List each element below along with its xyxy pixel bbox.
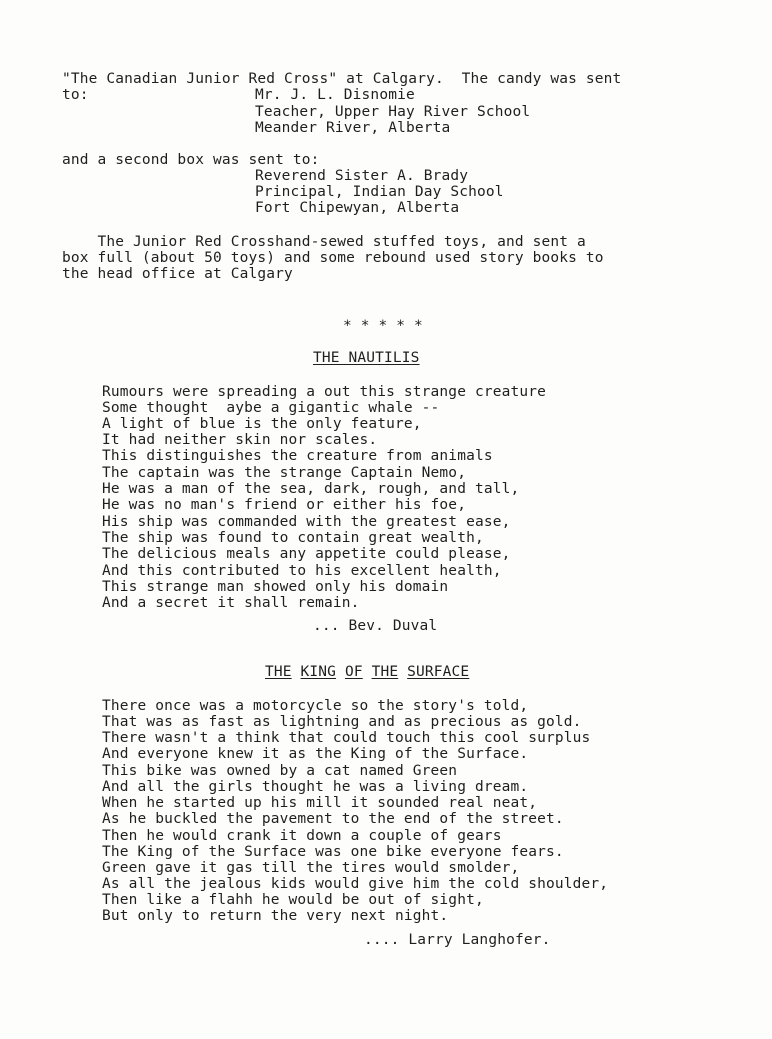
recipient-1-location: Meander River, Alberta bbox=[255, 120, 451, 136]
recipient-1-name: Mr. J. L. Disnomie bbox=[255, 87, 415, 103]
poem-line: Green gave it gas till the tires would smolder, bbox=[102, 860, 520, 876]
recipient-2-title: Principal, Indian Day School bbox=[255, 184, 504, 200]
recipient-2-location: Fort Chipewyan, Alberta bbox=[255, 200, 460, 216]
poem-line: A light of blue is the only feature, bbox=[102, 416, 422, 432]
poem-line: This strange man showed only his domain bbox=[102, 579, 449, 595]
poem-line: The delicious meals any appetite could please, bbox=[102, 546, 511, 562]
second-box-line: and a second box was sent to: bbox=[62, 152, 320, 168]
poem-1-title: THE NAUTILIS bbox=[313, 350, 420, 366]
poem-1-author: ... Bev. Duval bbox=[313, 618, 438, 634]
poem-line: As all the jealous kids would give him the cold shoulder, bbox=[102, 876, 609, 892]
recipient-2-name: Reverend Sister A. Brady bbox=[255, 168, 469, 184]
poem-line: Some thought aybe a gigantic whale -- bbox=[102, 400, 440, 416]
poem-line: His ship was commanded with the greatest ease, bbox=[102, 514, 511, 530]
poem-line: And all the girls thought he was a living dream. bbox=[102, 779, 529, 795]
poem-2-author: .... Larry Langhofer. bbox=[364, 932, 551, 948]
poem-line: He was no man's friend or either his foe, bbox=[102, 497, 467, 513]
poem-line: The captain was the strange Captain Nemo, bbox=[102, 465, 467, 481]
intro-to-label: to: bbox=[62, 87, 89, 103]
poem-line: That was as fast as lightning and as precious as gold. bbox=[102, 714, 582, 730]
poem-line: As he buckled the pavement to the end of the street. bbox=[102, 811, 564, 827]
poem-line: And a secret it shall remain. bbox=[102, 595, 360, 611]
poem-line: This bike was owned by a cat named Green bbox=[102, 763, 458, 779]
poem-2-title bbox=[265, 664, 469, 680]
poem-line: But only to return the very next night. bbox=[102, 908, 449, 924]
poem-line: The ship was found to contain great wealth, bbox=[102, 530, 484, 546]
poem-line: Rumours were spreading a out this strange creature bbox=[102, 384, 546, 400]
title-word: THE bbox=[371, 664, 399, 680]
poem-line: And everyone knew it as the King of the Surface. bbox=[102, 746, 529, 762]
poem-line: And this contributed to his excellent health, bbox=[102, 563, 502, 579]
title-word: KING bbox=[300, 664, 337, 680]
poem-line: The King of the Surface was one bike everyone fears. bbox=[102, 844, 564, 860]
poem-line: When he started up his mill it sounded real neat, bbox=[102, 795, 538, 811]
section-separator: * * * * * bbox=[343, 318, 423, 334]
title-word: THE bbox=[265, 664, 292, 680]
poem-line: He was a man of the sea, dark, rough, and tall, bbox=[102, 481, 520, 497]
title-word: SURFACE bbox=[407, 664, 470, 680]
toys-paragraph-line-1: The Junior Red Crosshand-sewed stuffed toys, and sent a bbox=[62, 234, 586, 250]
poem-line: It had neither skin nor scales. bbox=[102, 432, 378, 448]
title-word: OF bbox=[344, 664, 363, 680]
poem-line: There wasn't a think that could touch this cool surplus bbox=[102, 730, 591, 746]
toys-paragraph-line-3: the head office at Calgary bbox=[62, 266, 293, 282]
recipient-1-title: Teacher, Upper Hay River School bbox=[255, 104, 531, 120]
poem-line: This distinguishes the creature from animals bbox=[102, 448, 493, 464]
toys-paragraph-line-2: box full (about 50 toys) and some rebound used story books to bbox=[62, 250, 604, 266]
poem-line: There once was a motorcycle so the story's told, bbox=[102, 698, 529, 714]
poem-line: Then like a flahh he would be out of sight, bbox=[102, 892, 484, 908]
poem-line: Then he would crank it down a couple of gears bbox=[102, 828, 502, 844]
intro-line-1: "The Canadian Junior Red Cross" at Calgary. The candy was sent bbox=[62, 71, 622, 87]
